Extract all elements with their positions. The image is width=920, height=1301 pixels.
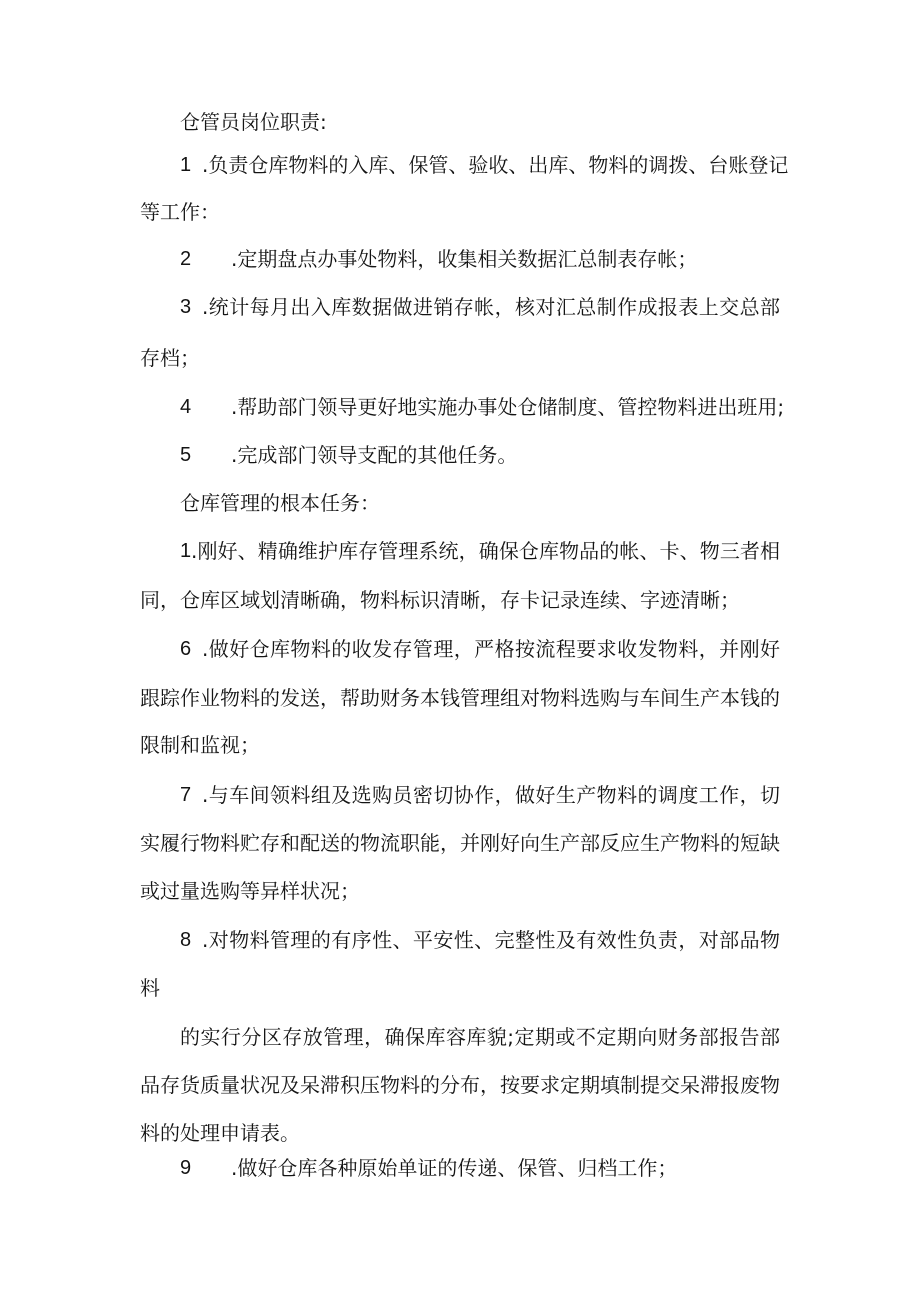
duty-item-1-line-2: 等工作： — [140, 200, 220, 224]
task-item-7-line-1: .与车间领料组及选购员密切协作，做好生产物料的调度工作，切 — [202, 783, 780, 807]
task-item-8-number: 8 — [180, 929, 192, 951]
duty-item-3 — [180, 293, 780, 321]
section-1-title — [180, 108, 327, 136]
task-item-8-line-1: .对物料管理的有序性、平安性、完整性及有效性负责，对部品物 — [202, 928, 780, 952]
duty-item-2-number: 2 — [180, 248, 192, 270]
task-item-7-number: 7 — [180, 784, 192, 806]
task-item-8-line-5: 料的处理申请表。 — [140, 1121, 300, 1145]
task-item-7-line-2: 实履行物料贮存和配送的物流职能，并刚好向生产部反应生产物料的短缺 — [140, 831, 780, 855]
duty-item-1-continuation — [140, 198, 220, 226]
duty-item-4-line-1: .帮助部门领导更好地实施办事处仓储制度、管控物料进出班用; — [231, 395, 785, 419]
duty-item-3-line-1: .统计每月出入库数据做进销存帐，核对汇总制作成报表上交总部 — [202, 295, 780, 319]
task-item-7-continuation-2 — [140, 877, 360, 905]
duty-item-5 — [180, 441, 517, 469]
task-item-6-line-2: 跟踪作业物料的发送，帮助财务本钱管理组对物料选购与车间生产本钱的 — [140, 686, 780, 710]
task-item-8-continuation-4 — [140, 1119, 300, 1147]
task-item-6-continuation-2 — [140, 731, 260, 759]
task-item-8-continuation-3 — [140, 1071, 780, 1099]
task-item-7-continuation-1 — [140, 829, 780, 857]
duty-item-3-line-2: 存档； — [140, 346, 200, 370]
duty-item-3-continuation — [140, 344, 200, 372]
task-item-6-continuation-1 — [140, 684, 780, 712]
task-item-1-line-1: .刚好、精确维护库存管理系统，确保仓库物品的帐、卡、物三者相 — [191, 539, 780, 563]
task-item-9-number: 9 — [180, 1157, 192, 1179]
task-item-8-continuation-1 — [140, 974, 160, 1002]
duty-item-2 — [180, 245, 697, 273]
duty-item-3-number: 3 — [180, 296, 192, 318]
duty-item-1-line-1: .负责仓库物料的入库、保管、验收、出库、物料的调拨、台账登记 — [202, 153, 789, 177]
duty-item-1-number: 1 — [180, 154, 192, 176]
task-item-7 — [180, 781, 780, 809]
duty-item-5-line-1: .完成部门领导支配的其他任务。 — [231, 443, 518, 467]
task-item-9-line-1: .做好仓库各种原始单证的传递、保管、归档工作； — [231, 1156, 678, 1180]
task-item-7-line-3: 或过量选购等异样状况； — [140, 879, 360, 903]
section-1-title-text: 仓管员岗位职责: — [180, 110, 327, 134]
duty-item-5-number: 5 — [180, 444, 192, 466]
task-item-6-number: 6 — [180, 638, 192, 660]
task-item-1-continuation — [140, 586, 740, 614]
task-item-8 — [180, 926, 780, 954]
task-item-8-line-3: 的实行分区存放管理，确保库容库貌;定期或不定期向财务部报告部 — [180, 1025, 780, 1049]
duty-item-1 — [180, 151, 789, 179]
duty-item-4-number: 4 — [180, 396, 192, 418]
task-item-6 — [180, 635, 780, 663]
section-2-title — [180, 489, 380, 517]
task-item-1-line-2: 同，仓库区域划清晰确，物料标识清晰，存卡记录连续、字迹清晰； — [140, 588, 740, 612]
task-item-8-line-4: 品存货质量状况及呆滞积压物料的分布，按要求定期填制提交呆滞报废物 — [140, 1073, 780, 1097]
section-2-title-text: 仓库管理的根本任务： — [180, 491, 380, 515]
duty-item-4 — [180, 393, 785, 421]
duty-item-2-line-1: .定期盘点办事处物料，收集相关数据汇总制表存帐； — [231, 247, 698, 271]
task-item-1-number: 1 — [180, 540, 192, 562]
task-item-9 — [180, 1154, 677, 1182]
task-item-6-line-1: .做好仓库物料的收发存管理，严格按流程要求收发物料，并刚好 — [202, 637, 780, 661]
task-item-1 — [180, 537, 780, 565]
task-item-8-line-2: 料 — [140, 976, 160, 1000]
task-item-8-continuation-2 — [180, 1023, 780, 1051]
task-item-6-line-3: 限制和监视； — [140, 733, 260, 757]
